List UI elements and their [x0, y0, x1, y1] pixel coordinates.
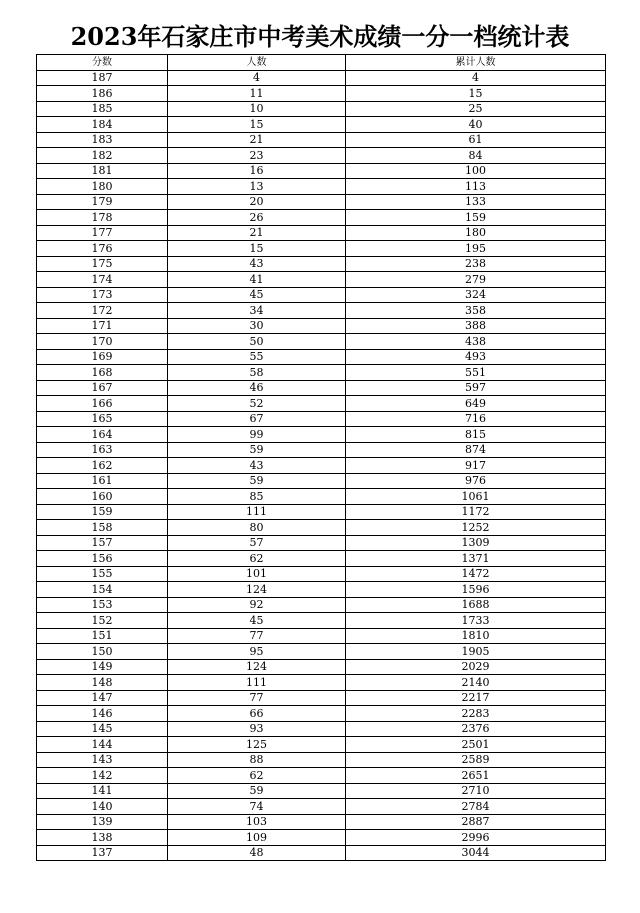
cell-score: 137: [37, 845, 168, 861]
table-row: [37, 132, 606, 148]
cell-count: 4: [168, 70, 346, 86]
table-row: [37, 303, 606, 319]
cell-count: 124: [168, 582, 346, 598]
cell-score: 160: [37, 489, 168, 505]
cell-cumulative: 238: [346, 256, 606, 272]
cell-score: 151: [37, 628, 168, 644]
table-row: [37, 411, 606, 427]
cell-count: 13: [168, 179, 346, 195]
cell-cumulative: 2784: [346, 799, 606, 815]
cell-score: 178: [37, 210, 168, 226]
table-row: [37, 504, 606, 520]
table-row: [37, 675, 606, 691]
table-row: [37, 566, 606, 582]
cell-cumulative: 649: [346, 396, 606, 412]
cell-count: 92: [168, 597, 346, 613]
cell-score: 187: [37, 70, 168, 86]
table-row: [37, 380, 606, 396]
cell-cumulative: 2283: [346, 706, 606, 722]
table-row: [37, 163, 606, 179]
cell-cumulative: 358: [346, 303, 606, 319]
table-row: [37, 783, 606, 799]
cell-score: 169: [37, 349, 168, 365]
cell-cumulative: 1733: [346, 613, 606, 629]
cell-score: 162: [37, 458, 168, 474]
cell-cumulative: 2217: [346, 690, 606, 706]
table-row: [37, 272, 606, 288]
cell-cumulative: 2501: [346, 737, 606, 753]
cell-cumulative: 113: [346, 179, 606, 195]
table-row: [37, 830, 606, 846]
cell-cumulative: 1061: [346, 489, 606, 505]
cell-score: 145: [37, 721, 168, 737]
cell-cumulative: 1172: [346, 504, 606, 520]
cell-cumulative: 2589: [346, 752, 606, 768]
cell-score: 142: [37, 768, 168, 784]
cell-cumulative: 716: [346, 411, 606, 427]
cell-cumulative: 84: [346, 148, 606, 164]
cell-count: 95: [168, 644, 346, 660]
cell-count: 26: [168, 210, 346, 226]
cell-score: 166: [37, 396, 168, 412]
cell-count: 52: [168, 396, 346, 412]
cell-count: 55: [168, 349, 346, 365]
cell-cumulative: 2651: [346, 768, 606, 784]
cell-cumulative: 1252: [346, 520, 606, 536]
cell-score: 177: [37, 225, 168, 241]
header-score: 分数: [37, 55, 168, 71]
cell-cumulative: 2140: [346, 675, 606, 691]
cell-count: 57: [168, 535, 346, 551]
cell-count: 16: [168, 163, 346, 179]
cell-score: 185: [37, 101, 168, 117]
table-row: [37, 287, 606, 303]
cell-count: 43: [168, 458, 346, 474]
table-row: [37, 427, 606, 443]
table-row: [37, 644, 606, 660]
cell-cumulative: 976: [346, 473, 606, 489]
cell-score: 175: [37, 256, 168, 272]
cell-score: 152: [37, 613, 168, 629]
cell-count: 43: [168, 256, 346, 272]
table-row: [37, 194, 606, 210]
cell-count: 50: [168, 334, 346, 350]
cell-score: 173: [37, 287, 168, 303]
cell-cumulative: 25: [346, 101, 606, 117]
cell-cumulative: 133: [346, 194, 606, 210]
cell-count: 77: [168, 690, 346, 706]
cell-score: 183: [37, 132, 168, 148]
cell-count: 80: [168, 520, 346, 536]
cell-score: 149: [37, 659, 168, 675]
cell-count: 59: [168, 442, 346, 458]
table-row: [37, 117, 606, 133]
cell-score: 154: [37, 582, 168, 598]
cell-score: 171: [37, 318, 168, 334]
cell-score: 172: [37, 303, 168, 319]
table-row: [37, 86, 606, 102]
table-row: [37, 256, 606, 272]
cell-score: 159: [37, 504, 168, 520]
table-row: [37, 613, 606, 629]
table-row: [37, 768, 606, 784]
cell-count: 21: [168, 225, 346, 241]
table-row: [37, 365, 606, 381]
cell-score: 184: [37, 117, 168, 133]
table-row: [37, 721, 606, 737]
cell-score: 165: [37, 411, 168, 427]
table-row: [37, 752, 606, 768]
cell-count: 20: [168, 194, 346, 210]
table-row: [37, 551, 606, 567]
cell-score: 167: [37, 380, 168, 396]
cell-cumulative: 3044: [346, 845, 606, 861]
cell-count: 125: [168, 737, 346, 753]
cell-count: 59: [168, 783, 346, 799]
table-row: [37, 241, 606, 257]
cell-score: 170: [37, 334, 168, 350]
table-row: [37, 799, 606, 815]
header-cumulative: 累计人数: [346, 55, 606, 71]
cell-cumulative: 388: [346, 318, 606, 334]
cell-cumulative: 100: [346, 163, 606, 179]
table-row: [37, 845, 606, 861]
cell-cumulative: 15: [346, 86, 606, 102]
cell-score: 144: [37, 737, 168, 753]
table-header: [37, 55, 606, 71]
cell-cumulative: 2029: [346, 659, 606, 675]
table-row: [37, 148, 606, 164]
cell-score: 157: [37, 535, 168, 551]
cell-score: 139: [37, 814, 168, 830]
cell-score: 163: [37, 442, 168, 458]
table-row: [37, 70, 606, 86]
table-row: [37, 582, 606, 598]
cell-count: 46: [168, 380, 346, 396]
cell-cumulative: 1905: [346, 644, 606, 660]
cell-count: 58: [168, 365, 346, 381]
cell-score: 138: [37, 830, 168, 846]
cell-score: 140: [37, 799, 168, 815]
cell-cumulative: 2996: [346, 830, 606, 846]
cell-cumulative: 195: [346, 241, 606, 257]
cell-score: 186: [37, 86, 168, 102]
cell-count: 59: [168, 473, 346, 489]
cell-count: 62: [168, 551, 346, 567]
cell-count: 41: [168, 272, 346, 288]
cell-cumulative: 1810: [346, 628, 606, 644]
cell-cumulative: 2710: [346, 783, 606, 799]
cell-count: 21: [168, 132, 346, 148]
table-row: [37, 334, 606, 350]
cell-count: 30: [168, 318, 346, 334]
cell-count: 23: [168, 148, 346, 164]
cell-score: 179: [37, 194, 168, 210]
cell-score: 158: [37, 520, 168, 536]
cell-score: 174: [37, 272, 168, 288]
cell-score: 182: [37, 148, 168, 164]
cell-cumulative: 4: [346, 70, 606, 86]
cell-score: 141: [37, 783, 168, 799]
cell-count: 66: [168, 706, 346, 722]
table-row: [37, 690, 606, 706]
cell-cumulative: 438: [346, 334, 606, 350]
cell-score: 146: [37, 706, 168, 722]
cell-cumulative: 40: [346, 117, 606, 133]
table-row: [37, 349, 606, 365]
table-row: [37, 442, 606, 458]
cell-cumulative: 1472: [346, 566, 606, 582]
cell-count: 77: [168, 628, 346, 644]
table-row: [37, 706, 606, 722]
cell-cumulative: 815: [346, 427, 606, 443]
cell-cumulative: 874: [346, 442, 606, 458]
cell-count: 15: [168, 117, 346, 133]
cell-count: 111: [168, 504, 346, 520]
cell-count: 48: [168, 845, 346, 861]
table-row: [37, 628, 606, 644]
cell-count: 45: [168, 613, 346, 629]
cell-score: 155: [37, 566, 168, 582]
table-row: [37, 396, 606, 412]
cell-cumulative: 551: [346, 365, 606, 381]
cell-count: 124: [168, 659, 346, 675]
cell-score: 143: [37, 752, 168, 768]
cell-cumulative: 2887: [346, 814, 606, 830]
cell-score: 148: [37, 675, 168, 691]
table-body: [37, 70, 606, 861]
cell-count: 93: [168, 721, 346, 737]
table-row: [37, 535, 606, 551]
cell-score: 180: [37, 179, 168, 195]
table-row: [37, 225, 606, 241]
table-row: [37, 659, 606, 675]
cell-count: 34: [168, 303, 346, 319]
cell-count: 67: [168, 411, 346, 427]
cell-count: 62: [168, 768, 346, 784]
cell-cumulative: 1371: [346, 551, 606, 567]
cell-cumulative: 597: [346, 380, 606, 396]
table-row: [37, 318, 606, 334]
table-row: [37, 737, 606, 753]
cell-cumulative: 324: [346, 287, 606, 303]
header-row: [37, 55, 606, 71]
table-row: [37, 210, 606, 226]
cell-count: 10: [168, 101, 346, 117]
cell-cumulative: 279: [346, 272, 606, 288]
page-title: 2023年石家庄市中考美术成绩一分一档统计表: [70, 22, 570, 51]
cell-cumulative: 2376: [346, 721, 606, 737]
cell-score: 181: [37, 163, 168, 179]
cell-score: 147: [37, 690, 168, 706]
cell-cumulative: 493: [346, 349, 606, 365]
table-row: [37, 597, 606, 613]
cell-cumulative: 1309: [346, 535, 606, 551]
cell-count: 45: [168, 287, 346, 303]
score-distribution-table: [36, 54, 606, 861]
cell-count: 88: [168, 752, 346, 768]
table-row: [37, 458, 606, 474]
cell-count: 11: [168, 86, 346, 102]
table-row: [37, 489, 606, 505]
cell-count: 109: [168, 830, 346, 846]
cell-score: 176: [37, 241, 168, 257]
table-row: [37, 814, 606, 830]
cell-cumulative: 61: [346, 132, 606, 148]
cell-count: 101: [168, 566, 346, 582]
cell-cumulative: 180: [346, 225, 606, 241]
cell-count: 15: [168, 241, 346, 257]
cell-score: 164: [37, 427, 168, 443]
cell-cumulative: 1688: [346, 597, 606, 613]
cell-count: 103: [168, 814, 346, 830]
cell-score: 150: [37, 644, 168, 660]
cell-count: 99: [168, 427, 346, 443]
cell-count: 74: [168, 799, 346, 815]
cell-score: 168: [37, 365, 168, 381]
cell-score: 153: [37, 597, 168, 613]
table-row: [37, 101, 606, 117]
table-row: [37, 520, 606, 536]
header-count: 人数: [168, 55, 346, 71]
table-row: [37, 473, 606, 489]
table-row: [37, 179, 606, 195]
cell-count: 111: [168, 675, 346, 691]
cell-score: 161: [37, 473, 168, 489]
cell-count: 85: [168, 489, 346, 505]
cell-cumulative: 159: [346, 210, 606, 226]
cell-cumulative: 917: [346, 458, 606, 474]
cell-cumulative: 1596: [346, 582, 606, 598]
cell-score: 156: [37, 551, 168, 567]
